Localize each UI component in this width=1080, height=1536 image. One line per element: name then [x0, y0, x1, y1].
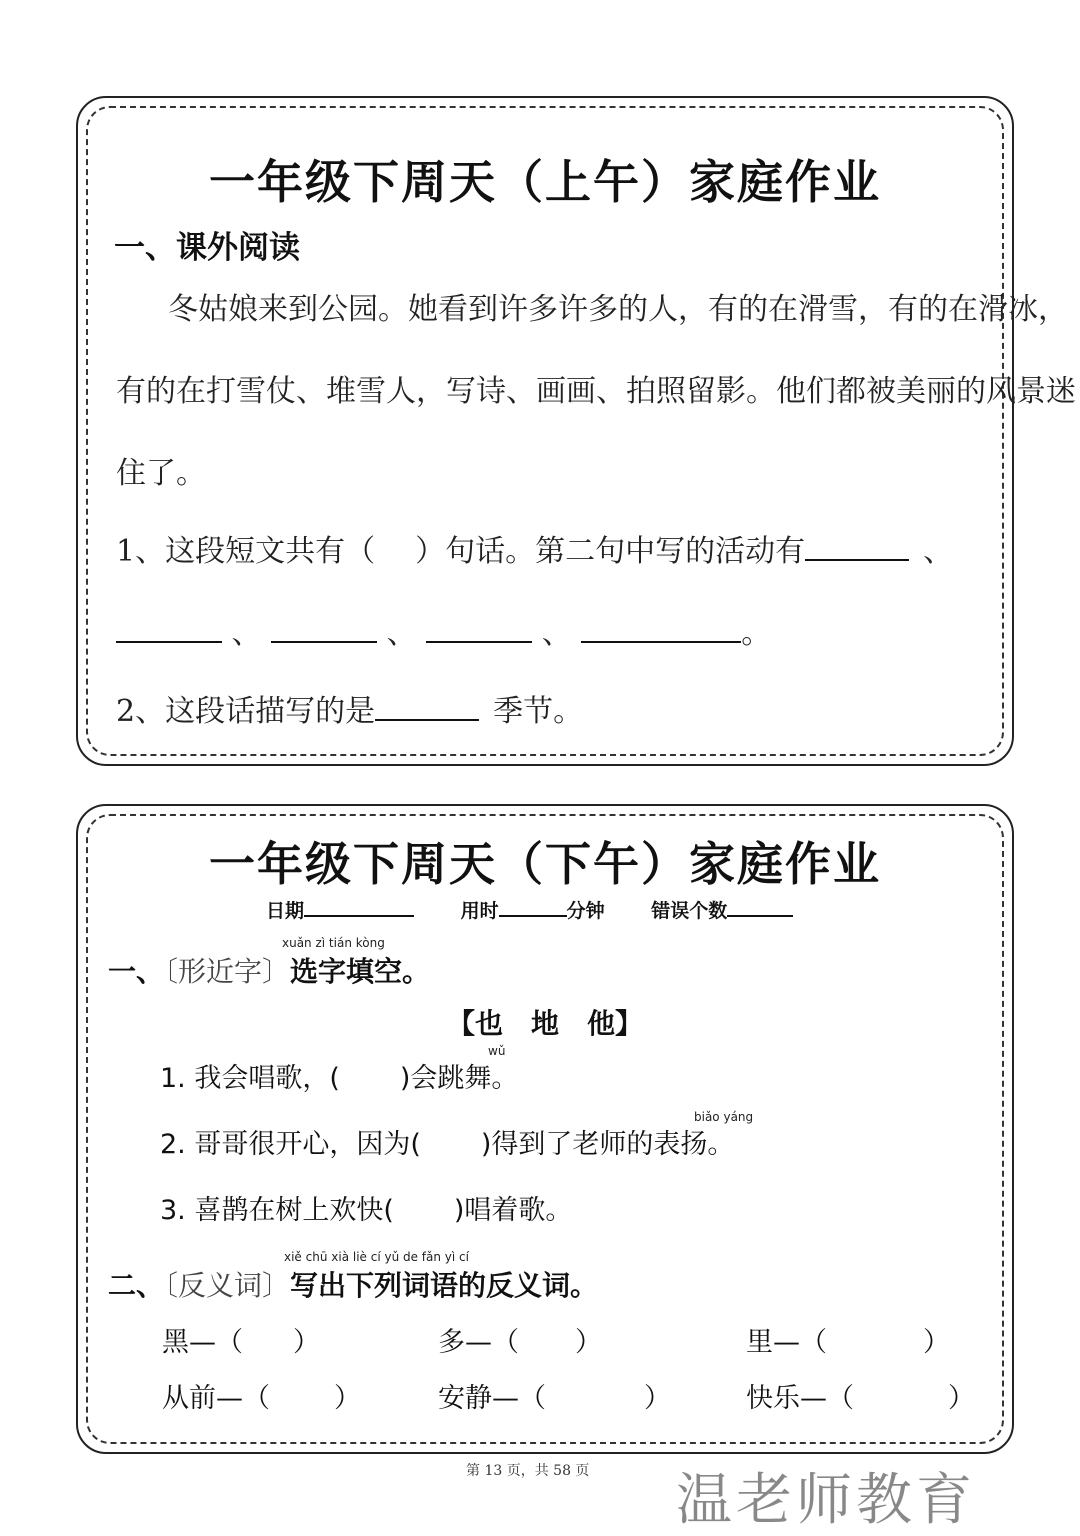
- antonym-close: ）: [644, 1383, 671, 1414]
- antonym-close: ）: [948, 1383, 975, 1414]
- antonym-word: 快乐—（: [746, 1383, 854, 1414]
- antonym-word: 黑—（: [162, 1327, 243, 1358]
- passage-line-2: 有的在打雪仗、堆雪人，写诗、画画、拍照留影。他们都被美丽的风景迷: [116, 374, 1076, 409]
- section-2-heading: [108, 1264, 598, 1304]
- meta-row: [266, 896, 793, 923]
- antonym-word: 里—（: [746, 1327, 827, 1358]
- answer-blank-4[interactable]: [426, 613, 532, 643]
- fill-question-1: [160, 1056, 518, 1095]
- antonym-word: 多—（: [438, 1327, 519, 1358]
- antonym-close: ）: [575, 1327, 602, 1358]
- errors-label: 错误个数: [651, 900, 728, 922]
- antonym-close: ）: [334, 1383, 361, 1414]
- question-1-start: 1、这段短文共有（: [116, 534, 376, 569]
- answer-blank-3[interactable]: [271, 613, 377, 643]
- card-title: 一年级下周天（上午）家庭作业: [209, 155, 881, 209]
- period: 。: [741, 616, 772, 651]
- question-2-start: 2、这段话描写的是: [116, 694, 376, 729]
- page-number: 第 13 页，共 58 页: [466, 1463, 590, 1479]
- fill-question-1-end: )会跳舞。: [399, 1063, 519, 1094]
- answer-blank-5[interactable]: [581, 613, 741, 643]
- answer-blank-season[interactable]: [375, 691, 479, 721]
- question-1-pinyin: wǔ: [488, 1044, 506, 1058]
- antonym-item-6: [746, 1376, 975, 1415]
- antonym-item-1: [162, 1320, 320, 1359]
- afternoon-homework-card: [76, 804, 1014, 1454]
- question-2-end: 季节。: [493, 694, 584, 729]
- separator: 、: [541, 616, 572, 651]
- passage-line-3: 住了。: [116, 456, 206, 491]
- separator: 、: [231, 616, 262, 651]
- section-1-heading: [108, 950, 430, 990]
- question-1-continued: [116, 608, 771, 652]
- separator: 、: [386, 616, 417, 651]
- card-title: 一年级下周天（下午）家庭作业: [209, 837, 881, 891]
- time-unit: 分钟: [566, 900, 605, 922]
- time-label: 用时: [460, 900, 499, 922]
- date-blank[interactable]: [304, 897, 414, 917]
- antonym-close: ）: [923, 1327, 950, 1358]
- section-heading: 一、课外阅读: [114, 230, 300, 266]
- antonym-item-2: [438, 1320, 602, 1359]
- answer-blank-1[interactable]: [805, 531, 909, 561]
- section-2-text: 写出下列词语的反义词。: [290, 1269, 599, 1302]
- antonym-word: 安静—（: [438, 1383, 546, 1414]
- section-2-pinyin: xiě chū xià liè cí yǔ de fǎn yì cí: [284, 1250, 469, 1264]
- antonym-item-5: [438, 1376, 671, 1415]
- choice-characters: 【也 地 他】: [446, 1007, 643, 1040]
- antonym-item-3: [746, 1320, 950, 1359]
- antonym-item-4: [162, 1376, 361, 1415]
- time-blank[interactable]: [499, 897, 567, 917]
- fill-question-2-start: 2. 哥哥很开心，因为(: [160, 1129, 421, 1160]
- brand-watermark: 温老师教育: [676, 1468, 976, 1533]
- fill-question-2: [160, 1122, 734, 1161]
- question-2: [116, 686, 583, 730]
- section-1-text: 选字填空。: [290, 955, 431, 988]
- fill-question-1-start: 1. 我会唱歌，(: [160, 1063, 340, 1094]
- morning-homework-card: [76, 96, 1076, 766]
- question-1: [116, 526, 953, 570]
- section-1-number: 一、: [108, 955, 165, 988]
- section-2-tag: 〔反义词〕: [164, 1269, 291, 1302]
- section-2-number: 二、: [108, 1269, 165, 1302]
- fill-question-3: [160, 1188, 572, 1227]
- section-1-tag: 〔形近字〕: [164, 955, 291, 988]
- fill-question-3-start: 3. 喜鹊在树上欢快(: [160, 1195, 394, 1226]
- antonym-close: ）: [293, 1327, 320, 1358]
- fill-question-2-end: )得到了老师的表扬。: [480, 1129, 735, 1160]
- question-1-mid: ）句话。第二句中写的活动有: [415, 534, 806, 569]
- antonym-word: 从前—（: [162, 1383, 270, 1414]
- date-label: 日期: [266, 900, 305, 922]
- separator: 、: [923, 534, 954, 569]
- errors-blank[interactable]: [727, 897, 793, 917]
- answer-blank-2[interactable]: [116, 613, 222, 643]
- section-1-pinyin: xuǎn zì tián kòng: [282, 936, 385, 950]
- passage-line-1: 冬姑娘来到公园。她看到许多许多的人，有的在滑雪，有的在滑冰，: [168, 292, 1068, 327]
- question-2-pinyin: biǎo yáng: [694, 1110, 754, 1124]
- fill-question-3-end: )唱着歌。: [453, 1195, 573, 1226]
